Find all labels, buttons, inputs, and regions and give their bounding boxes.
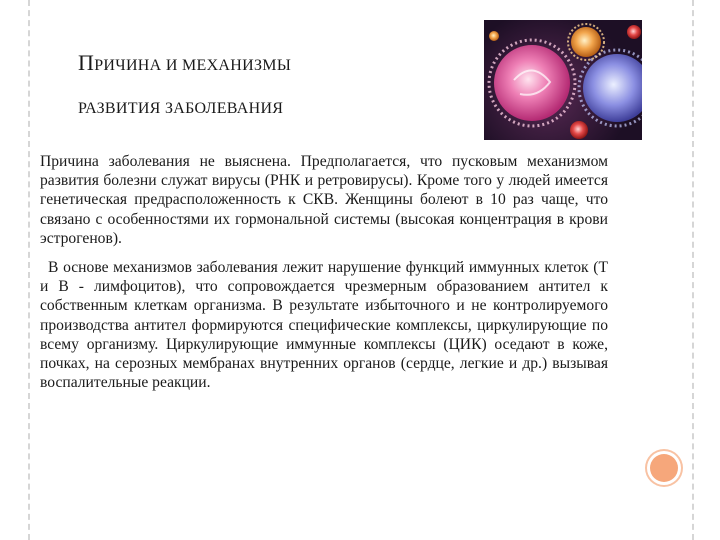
virus-cells-photo: [484, 20, 642, 140]
right-decorative-border: [692, 0, 706, 540]
title-first-letter: П: [78, 50, 95, 75]
paragraph-mechanism: В основе механизмов заболевания лежит нарушение функций иммунных клеток (Т и В - лимфоцитов), что сопровождается чрезмерным образованием антител к собственным клеткам организма. В результате избыточного и не контролируемого производства антител формируются специфические комплексы, циркулирующие по всему организму. Циркулирующие иммунные комплексы (ЦИК) оседают в коже, почках, на серозных мембранах внутренних органов (сердце, легкие и др.) вызывая воспалительные реакции.: [40, 259, 608, 392]
slide-title: [78, 50, 458, 118]
paragraph-cause: Причина заболевания не выяснена. Предполагается, что пусковым механизмом развития болезни служат вирусы (РНК и ретровирусы). Кроме того у людей имеется генетическая предрасположенность к СКВ. Женщины болеют в 10 раз чаще, что связано с особенностями их гормональной системы (высокая концентрация в крови эстрогенов).: [40, 153, 608, 247]
left-decorative-border: [16, 0, 30, 540]
title-line-2: РАЗВИТИЯ ЗАБОЛЕВАНИЯ: [78, 100, 284, 117]
body-text: [40, 152, 608, 392]
virus-cells-icon: [484, 20, 642, 140]
title-rest: РИЧИНА И МЕХАНИЗМЫ: [94, 57, 292, 74]
decorative-circle-icon: [650, 454, 678, 482]
title-line-1: [78, 50, 458, 76]
